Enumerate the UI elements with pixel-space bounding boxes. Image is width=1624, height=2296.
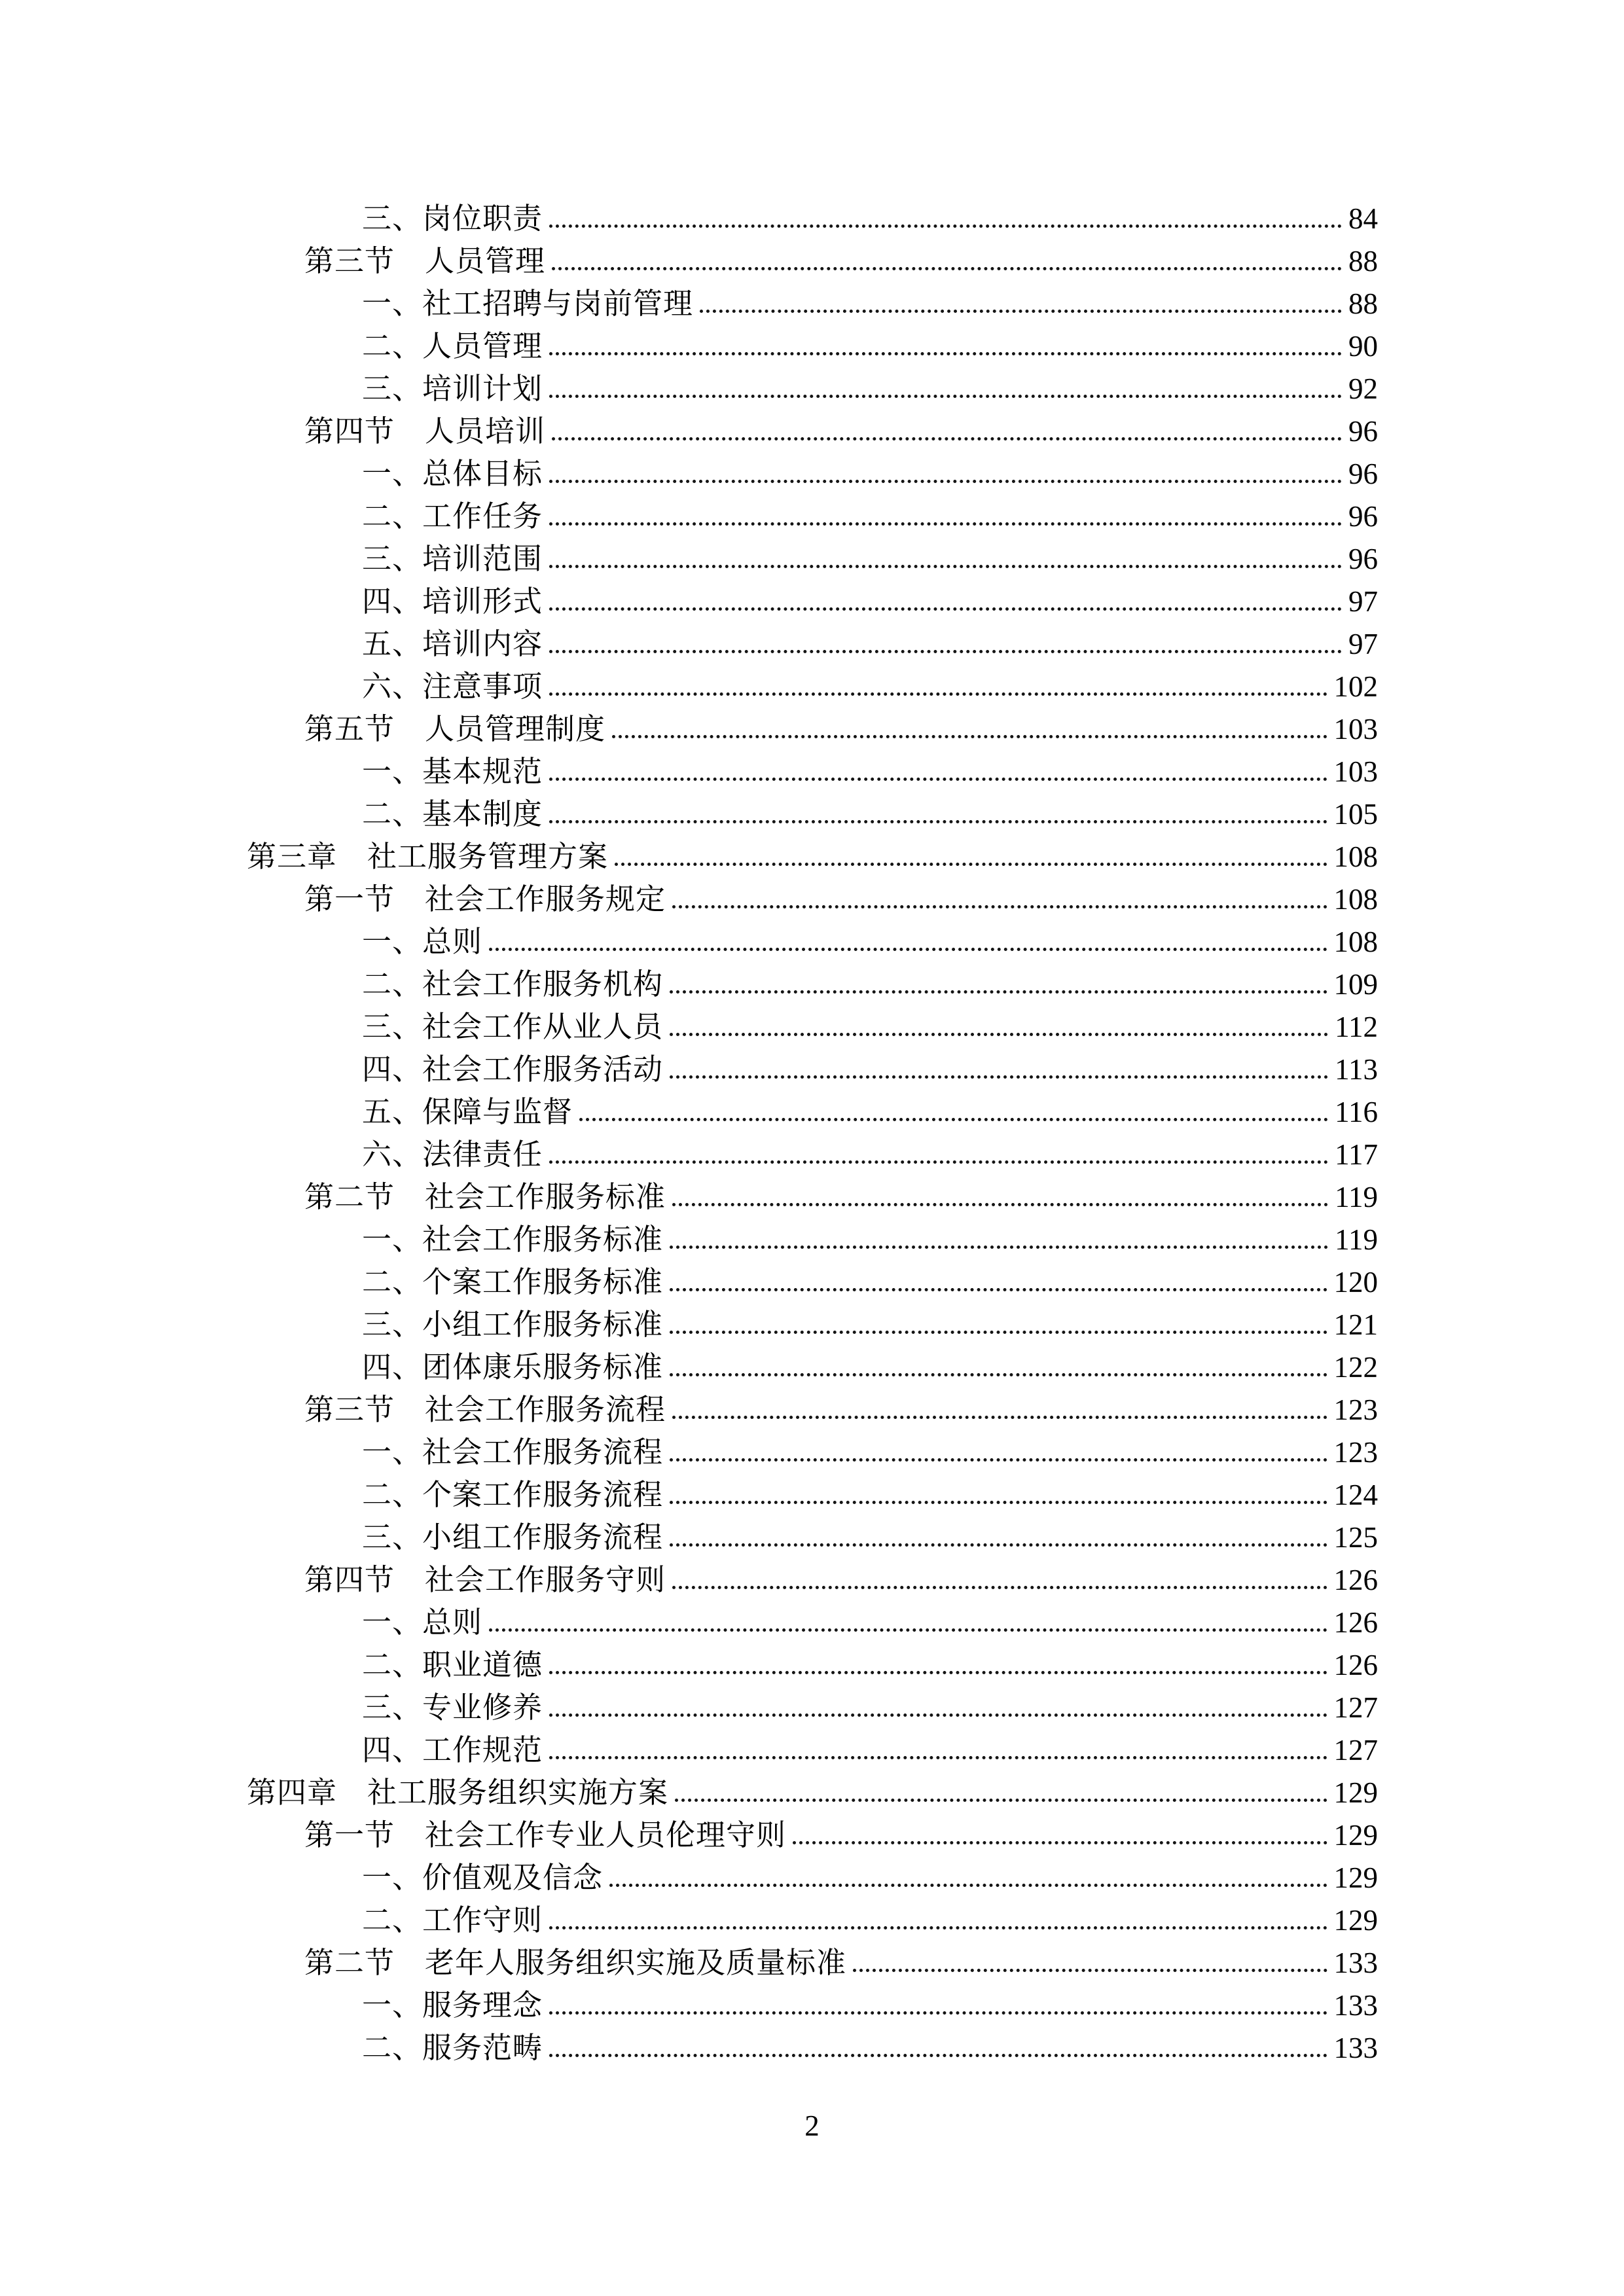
toc-entry[interactable] bbox=[247, 666, 1378, 708]
toc-entry[interactable] bbox=[247, 283, 1378, 325]
toc-dot-leader bbox=[549, 1926, 1327, 1929]
toc-entry-page: 97 bbox=[1348, 585, 1378, 618]
toc-entry[interactable] bbox=[247, 1219, 1378, 1261]
toc-dot-leader bbox=[549, 820, 1327, 823]
toc-entry-page: 108 bbox=[1333, 883, 1378, 916]
toc-entry[interactable] bbox=[247, 1389, 1378, 1431]
toc-dot-leader bbox=[670, 1543, 1327, 1547]
toc-entry-page: 127 bbox=[1333, 1691, 1378, 1724]
toc-entry-page: 119 bbox=[1335, 1181, 1378, 1213]
toc-dot-leader bbox=[549, 2054, 1327, 2057]
toc-entry-title: 二、个案工作服务流程 bbox=[362, 1479, 664, 1511]
toc-dot-leader bbox=[489, 948, 1327, 951]
toc-entry[interactable] bbox=[247, 708, 1378, 751]
toc-dot-leader bbox=[549, 395, 1342, 398]
toc-entry-page: 133 bbox=[1333, 2032, 1378, 2064]
toc-entry-page: 96 bbox=[1348, 457, 1378, 490]
toc-entry[interactable] bbox=[247, 1474, 1378, 1516]
toc-dot-leader bbox=[793, 1841, 1327, 1844]
toc-dot-leader bbox=[489, 1628, 1327, 1632]
toc-entry[interactable] bbox=[247, 1644, 1378, 1687]
toc-entry-page: 119 bbox=[1335, 1223, 1378, 1256]
toc-dot-leader bbox=[549, 480, 1342, 483]
toc-entry-title: 三、培训范围 bbox=[362, 543, 543, 575]
toc-entry-title: 第二节 社会工作服务标准 bbox=[304, 1181, 666, 1213]
toc-dot-leader bbox=[609, 1884, 1327, 1887]
toc-dot-leader bbox=[552, 437, 1342, 440]
toc-entry-page: 129 bbox=[1333, 1819, 1378, 1852]
toc-dot-leader bbox=[670, 990, 1327, 994]
toc-entry[interactable] bbox=[247, 963, 1378, 1006]
toc-entry-page: 108 bbox=[1333, 840, 1378, 873]
toc-entry-page: 96 bbox=[1348, 415, 1378, 448]
toc-dot-leader bbox=[549, 2011, 1327, 2015]
toc-entry-page: 124 bbox=[1333, 1479, 1378, 1511]
toc-entry-title: 第一节 社会工作专业人员伦理守则 bbox=[304, 1819, 787, 1852]
toc-entry-title: 三、小组工作服务标准 bbox=[362, 1308, 664, 1341]
toc-entry-title: 第五节 人员管理制度 bbox=[304, 713, 606, 745]
toc-dot-leader bbox=[670, 1501, 1327, 1504]
toc-dot-leader bbox=[853, 1969, 1327, 1972]
toc-entry-page: 88 bbox=[1348, 245, 1378, 278]
toc-entry[interactable] bbox=[247, 1772, 1378, 1814]
toc-entry[interactable] bbox=[247, 1304, 1378, 1346]
toc-entry[interactable] bbox=[247, 623, 1378, 666]
toc-entry[interactable] bbox=[247, 453, 1378, 495]
toc-entry-title: 一、总体目标 bbox=[362, 457, 543, 490]
toc-dot-leader bbox=[672, 1203, 1328, 1206]
toc-entry[interactable] bbox=[247, 751, 1378, 793]
toc-dot-leader bbox=[549, 1713, 1327, 1717]
toc-entry-title: 五、保障与监督 bbox=[362, 1096, 573, 1128]
toc-entry-title: 一、总则 bbox=[362, 925, 483, 958]
toc-entry-page: 129 bbox=[1333, 1861, 1378, 1894]
toc-entry-page: 120 bbox=[1333, 1266, 1378, 1299]
toc-entry-page: 103 bbox=[1333, 755, 1378, 788]
toc-entry-page: 108 bbox=[1333, 925, 1378, 958]
toc-entry-page: 88 bbox=[1348, 287, 1378, 320]
toc-entry-page: 133 bbox=[1333, 1989, 1378, 2022]
toc-dot-leader bbox=[549, 607, 1342, 611]
toc-dot-leader bbox=[670, 1458, 1327, 1462]
toc-entry-title: 第一节 社会工作服务规定 bbox=[304, 883, 666, 916]
toc-entry-title: 三、岗位职责 bbox=[362, 202, 543, 235]
toc-dot-leader bbox=[549, 1671, 1327, 1674]
toc-entry[interactable] bbox=[247, 1602, 1378, 1644]
toc-entry-title: 四、工作规范 bbox=[362, 1734, 543, 1767]
toc-entry-page: 90 bbox=[1348, 330, 1378, 363]
toc-entry[interactable] bbox=[247, 836, 1378, 878]
toc-entry[interactable] bbox=[247, 1984, 1378, 2027]
toc-entry[interactable] bbox=[247, 198, 1378, 240]
toc-entry[interactable] bbox=[247, 325, 1378, 368]
toc-dot-leader bbox=[549, 522, 1342, 526]
toc-entry-title: 三、社会工作从业人员 bbox=[362, 1011, 664, 1043]
toc-entry-page: 96 bbox=[1348, 543, 1378, 575]
toc-entry-title: 三、专业修养 bbox=[362, 1691, 543, 1724]
toc-entry-page: 126 bbox=[1333, 1564, 1378, 1596]
toc-entry[interactable] bbox=[247, 1346, 1378, 1389]
toc-dot-leader bbox=[672, 1416, 1327, 1419]
toc-dot-leader bbox=[670, 1288, 1327, 1291]
toc-dot-leader bbox=[552, 267, 1342, 270]
toc-entry[interactable] bbox=[247, 1942, 1378, 1984]
toc-entry[interactable] bbox=[247, 1559, 1378, 1602]
toc-dot-leader bbox=[675, 1799, 1327, 1802]
toc-entry-page: 129 bbox=[1333, 1776, 1378, 1809]
toc-entry-page: 116 bbox=[1335, 1096, 1378, 1128]
toc-dot-leader bbox=[549, 1756, 1327, 1759]
toc-entry-title: 四、培训形式 bbox=[362, 585, 543, 618]
toc-entry[interactable] bbox=[247, 1857, 1378, 1899]
toc-entry-title: 第二节 老年人服务组织实施及质量标准 bbox=[304, 1946, 847, 1979]
toc-entry-title: 第四节 社会工作服务守则 bbox=[304, 1564, 666, 1596]
toc-entry[interactable] bbox=[247, 878, 1378, 921]
toc-entry-page: 117 bbox=[1335, 1138, 1378, 1171]
toc-entry-title: 四、社会工作服务活动 bbox=[362, 1053, 664, 1086]
toc-entry-title: 二、基本制度 bbox=[362, 798, 543, 831]
toc-entry-page: 129 bbox=[1333, 1904, 1378, 1937]
toc-entry-title: 一、总则 bbox=[362, 1606, 483, 1639]
toc-entry-title: 三、小组工作服务流程 bbox=[362, 1521, 664, 1554]
toc-entry-title: 六、注意事项 bbox=[362, 670, 543, 703]
toc-entry[interactable] bbox=[247, 1091, 1378, 1134]
toc-entry-page: 121 bbox=[1333, 1308, 1378, 1341]
toc-dot-leader bbox=[672, 1586, 1327, 1589]
toc-entry-title: 第三节 人员管理 bbox=[304, 245, 546, 278]
toc-entry-page: 112 bbox=[1335, 1011, 1378, 1043]
toc-entry[interactable] bbox=[247, 1516, 1378, 1559]
toc-entry-page: 105 bbox=[1333, 798, 1378, 831]
toc-entry-page: 122 bbox=[1333, 1351, 1378, 1384]
toc-dot-leader bbox=[670, 1033, 1328, 1036]
toc-dot-leader bbox=[549, 565, 1342, 568]
toc-entry-title: 一、价值观及信念 bbox=[362, 1861, 604, 1894]
toc-entry-page: 103 bbox=[1333, 713, 1378, 745]
toc-entry-title: 六、法律责任 bbox=[362, 1138, 543, 1171]
toc-entry-title: 第三章 社工服务管理方案 bbox=[247, 840, 609, 873]
page-number: 2 bbox=[804, 2109, 820, 2142]
toc-entry-page: 126 bbox=[1333, 1606, 1378, 1639]
toc-entry-title: 一、基本规范 bbox=[362, 755, 543, 788]
toc-entry-title: 二、服务范畴 bbox=[362, 2032, 543, 2064]
toc-entry-page: 97 bbox=[1348, 628, 1378, 660]
toc-entry-title: 二、职业道德 bbox=[362, 1649, 543, 1681]
toc-entry-title: 第四节 人员培训 bbox=[304, 415, 546, 448]
toc-entry-page: 96 bbox=[1348, 500, 1378, 533]
page-footer bbox=[0, 2105, 1624, 2147]
toc-entry[interactable] bbox=[247, 581, 1378, 623]
toc-entry-page: 126 bbox=[1333, 1649, 1378, 1681]
toc-entry[interactable] bbox=[247, 1814, 1378, 1857]
toc-entry-title: 五、培训内容 bbox=[362, 628, 543, 660]
toc-entry-page: 123 bbox=[1333, 1436, 1378, 1469]
toc-entry-title: 二、社会工作服务机构 bbox=[362, 968, 664, 1001]
toc-entry[interactable] bbox=[247, 1049, 1378, 1091]
toc-entry-page: 123 bbox=[1333, 1393, 1378, 1426]
toc-dot-leader bbox=[612, 735, 1327, 738]
toc-dot-leader bbox=[579, 1118, 1328, 1121]
toc-entry[interactable] bbox=[247, 1431, 1378, 1474]
toc-entry[interactable] bbox=[247, 538, 1378, 581]
toc-dot-leader bbox=[670, 1331, 1327, 1334]
toc-entry-page: 84 bbox=[1348, 202, 1378, 235]
toc-entry-title: 一、社会工作服务标准 bbox=[362, 1223, 664, 1256]
toc-entry[interactable] bbox=[247, 793, 1378, 836]
toc-entry[interactable] bbox=[247, 368, 1378, 410]
toc-entry[interactable] bbox=[247, 1176, 1378, 1219]
toc-list bbox=[247, 198, 1378, 2070]
toc-entry[interactable] bbox=[247, 921, 1378, 963]
toc-dot-leader bbox=[672, 905, 1327, 908]
toc-entry-title: 一、服务理念 bbox=[362, 1989, 543, 2022]
toc-dot-leader bbox=[549, 224, 1342, 228]
toc-entry-title: 二、人员管理 bbox=[362, 330, 543, 363]
toc-dot-leader bbox=[549, 1160, 1328, 1164]
toc-entry-title: 二、工作守则 bbox=[362, 1904, 543, 1937]
toc-entry-title: 一、社工招聘与岗前管理 bbox=[362, 287, 694, 320]
toc-entry-title: 第三节 社会工作服务流程 bbox=[304, 1393, 666, 1426]
toc-entry[interactable] bbox=[247, 1899, 1378, 1942]
toc-dot-leader bbox=[670, 1246, 1328, 1249]
toc-entry-page: 92 bbox=[1348, 372, 1378, 405]
toc-dot-leader bbox=[700, 310, 1342, 313]
toc-entry-page: 109 bbox=[1333, 968, 1378, 1001]
toc-entry[interactable] bbox=[247, 1261, 1378, 1304]
toc-dot-leader bbox=[549, 650, 1342, 653]
toc-dot-leader bbox=[549, 778, 1327, 781]
toc-entry[interactable] bbox=[247, 240, 1378, 283]
toc-entry[interactable] bbox=[247, 1134, 1378, 1176]
toc-dot-leader bbox=[670, 1075, 1328, 1079]
toc-entry-title: 二、个案工作服务标准 bbox=[362, 1266, 664, 1299]
toc-entry-title: 四、团体康乐服务标准 bbox=[362, 1351, 664, 1384]
toc-dot-leader bbox=[549, 692, 1327, 696]
toc-dot-leader bbox=[615, 863, 1327, 866]
toc-entry[interactable] bbox=[247, 2027, 1378, 2070]
toc-entry[interactable] bbox=[247, 1006, 1378, 1049]
toc-entry-title: 三、培训计划 bbox=[362, 372, 543, 405]
toc-entry-page: 102 bbox=[1333, 670, 1378, 703]
toc-entry-page: 125 bbox=[1333, 1521, 1378, 1554]
toc-entry[interactable] bbox=[247, 1729, 1378, 1772]
toc-entry-page: 127 bbox=[1333, 1734, 1378, 1767]
toc-entry-page: 133 bbox=[1333, 1946, 1378, 1979]
toc-entry-title: 二、工作任务 bbox=[362, 500, 543, 533]
toc-dot-leader bbox=[670, 1373, 1327, 1376]
toc-entry[interactable] bbox=[247, 495, 1378, 538]
toc-entry[interactable] bbox=[247, 410, 1378, 453]
toc-entry-title: 第四章 社工服务组织实施方案 bbox=[247, 1776, 669, 1809]
toc-entry-page: 113 bbox=[1335, 1053, 1378, 1086]
toc-dot-leader bbox=[549, 352, 1342, 355]
toc-entry-title: 一、社会工作服务流程 bbox=[362, 1436, 664, 1469]
toc-entry[interactable] bbox=[247, 1687, 1378, 1729]
